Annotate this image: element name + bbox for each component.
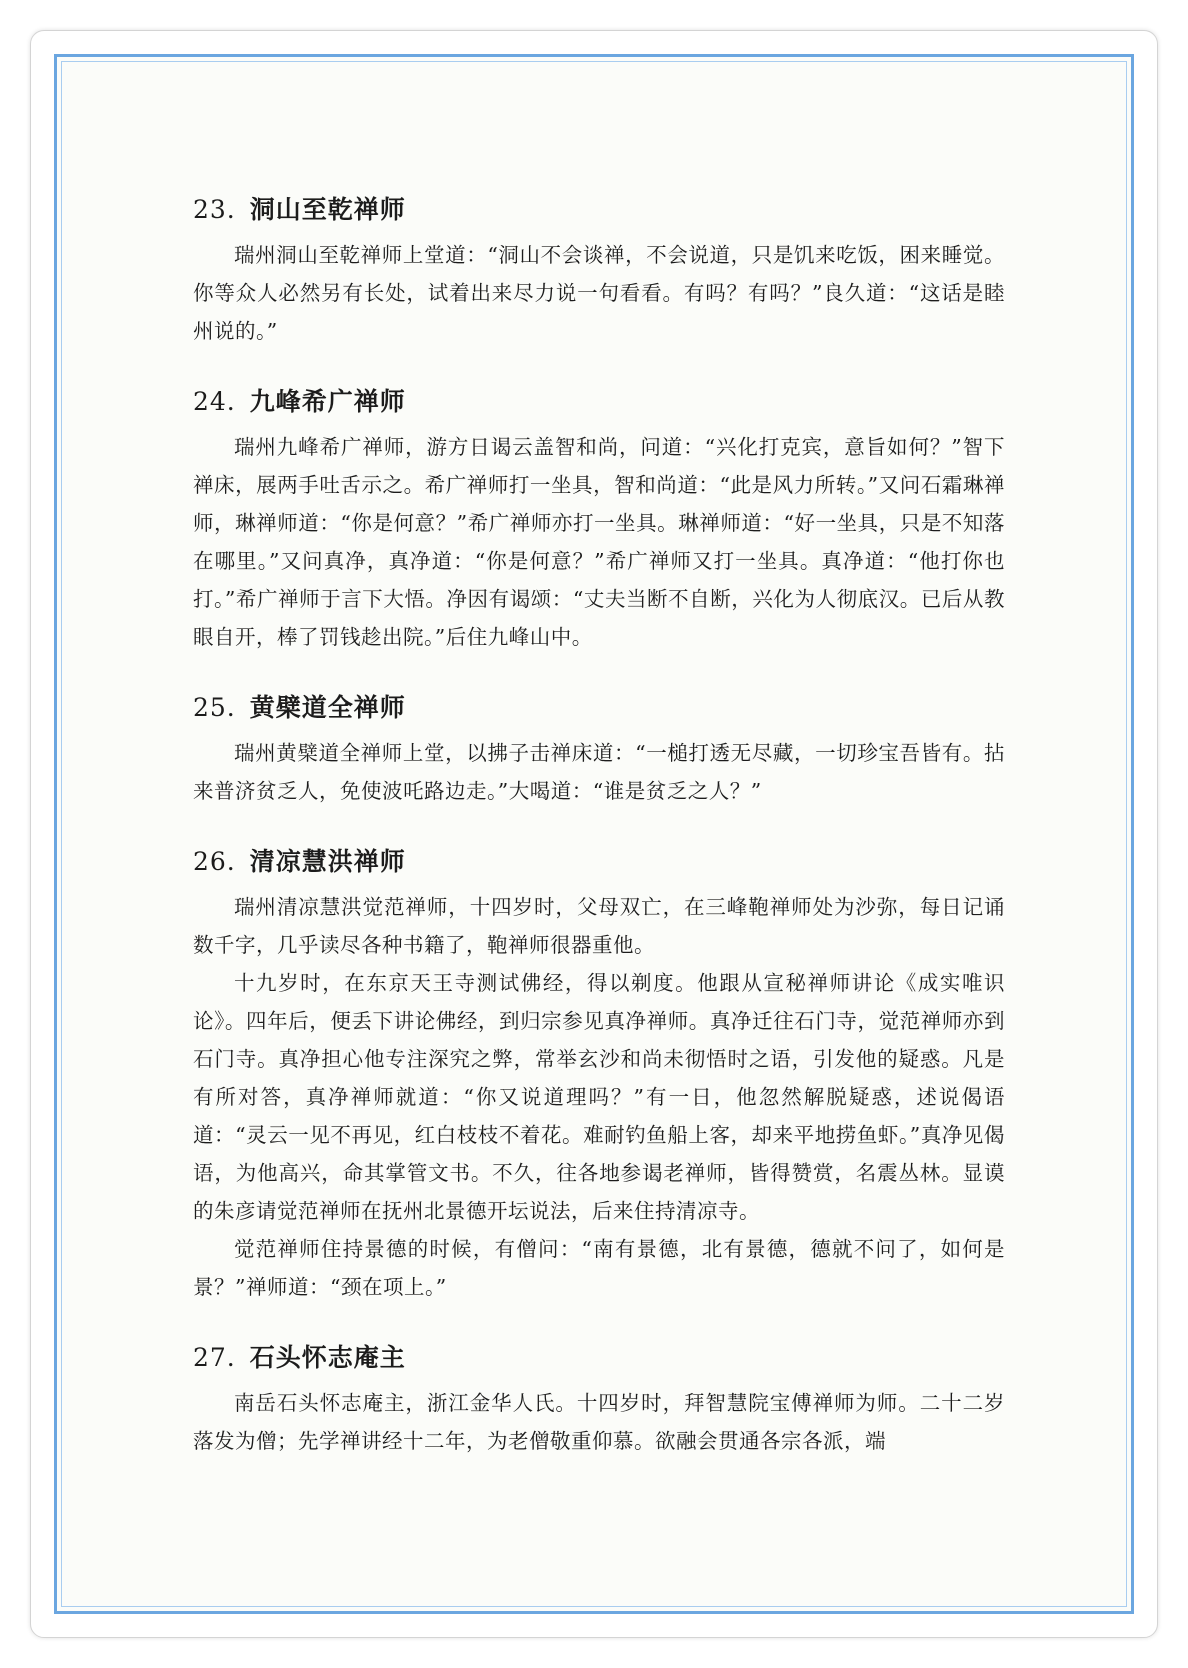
section-title: 洞山至乾禅师	[249, 195, 406, 224]
section-heading	[193, 842, 1005, 882]
paragraph: 瑞州九峰希广禅师，游方日谒云盖智和尚，问道：“兴化打克宾，意旨如何？”智下禅床，展两手吐舌示之。希广禅师打一坐具，智和尚道：“此是风力所转。”又问石霜琳禅师，琳禅师道：“你是何意？”希广禅师亦打一坐具。琳禅师道：“好一坐具，只是不知落在哪里。”又问真净，真净道：“你是何意？”希广禅师又打一坐具。真净道：“他打你也打。”希广禅师于言下大悟。净因有谒颂：“丈夫当断不自断，兴化为人彻底汉。已后从教眼自开，棒了罚钱趁出院。”后住九峰山中。	[193, 435, 1005, 649]
section-number: 26.	[193, 847, 236, 876]
section-26	[193, 842, 1005, 1306]
paragraph: 南岳石头怀志庵主，浙江金华人氏。十四岁时，拜智慧院宝傅禅师为师。二十二岁落发为僧；先学禅讲经十二年，为老僧敬重仰慕。欲融会贯通各宗各派，端	[193, 1391, 1005, 1453]
section-25	[193, 688, 1005, 810]
section-heading	[193, 190, 1005, 230]
section-number: 24.	[193, 387, 236, 416]
section-heading	[193, 1338, 1005, 1378]
section-heading	[193, 382, 1005, 422]
section-27	[193, 1338, 1005, 1460]
paragraph: 十九岁时，在东京天王寺测试佛经，得以剃度。他跟从宣秘禅师讲论《成实唯识论》。四年后，便丢下讲论佛经，到归宗参见真净禅师。真净迁往石门寺，觉范禅师亦到石门寺。真净担心他专注深究之弊，常举玄沙和尚未彻悟时之语，引发他的疑惑。凡是有所对答，真净禅师就道：“你又说道理吗？”有一日，他忽然解脱疑惑，述说偈语道：“灵云一见不再见，红白枝枝不着花。难耐钓鱼船上客，却来平地捞鱼虾。”真净见偈语，为他高兴，命其掌管文书。不久，往各地参谒老禅师，皆得赞赏，名震丛林。显谟的朱彦请觉范禅师在抚州北景德开坛说法，后来住持清凉寺。	[193, 971, 1005, 1223]
section-number: 23.	[193, 195, 236, 224]
section-title: 黄檗道全禅师	[249, 693, 406, 722]
paragraph: 瑞州洞山至乾禅师上堂道：“洞山不会谈禅，不会说道，只是饥来吃饭，困来睡觉。你等众人必然另有长处，试着出来尽力说一句看看。有吗？有吗？”良久道：“这话是睦州说的。”	[193, 243, 1005, 343]
section-number: 27.	[193, 1343, 236, 1372]
section-title: 九峰希广禅师	[249, 387, 406, 416]
section-heading	[193, 688, 1005, 728]
section-24	[193, 382, 1005, 656]
paragraph: 瑞州清凉慧洪觉范禅师，十四岁时，父母双亡，在三峰鞄禅师处为沙弥，每日记诵数千字，几乎读尽各种书籍了，鞄禅师很器重他。	[193, 895, 1005, 957]
section-title: 清凉慧洪禅师	[249, 847, 406, 876]
paragraph: 瑞州黄檗道全禅师上堂，以拂子击禅床道：“一槌打透无尽藏，一切珍宝吾皆有。拈来普济贫乏人，免使波吒路边走。”大喝道：“谁是贫乏之人？”	[193, 741, 1005, 803]
document-body	[193, 190, 1005, 1460]
paragraph: 觉范禅师住持景德的时候，有僧问：“南有景德，北有景德，德就不问了，如何是景？”禅师道：“颈在项上。”	[193, 1237, 1005, 1299]
section-number: 25.	[193, 693, 236, 722]
section-23	[193, 190, 1005, 350]
section-title: 石头怀志庵主	[249, 1343, 406, 1372]
